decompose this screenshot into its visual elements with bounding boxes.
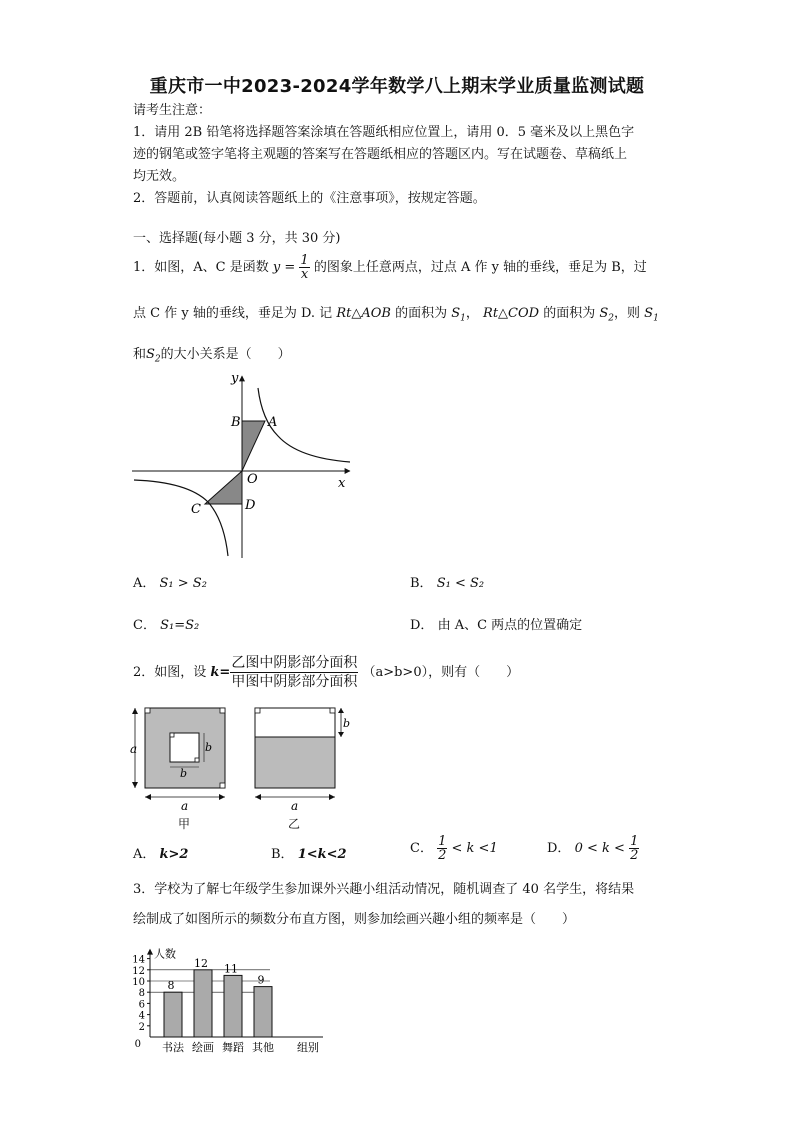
chart-y-tick-label: 12 — [132, 965, 145, 977]
jia-inner-b-bottom: b — [180, 767, 188, 780]
q2-option-c[interactable]: C． $\frac{1}{2}$ < k <1 — [410, 834, 498, 863]
q3-frequency-histogram — [128, 937, 338, 1062]
q1-option-d[interactable]: D． 由 A、C 两点的位置确定 — [410, 618, 583, 633]
jia-bottom-a-label: a — [181, 799, 189, 813]
jia-inner-b-side: b — [205, 741, 213, 754]
chart-data-label: 9 — [257, 973, 265, 987]
hyperbola-branch-third-quadrant — [134, 480, 228, 556]
chart-y-tick-label: 2 — [138, 1021, 145, 1033]
caption-yi: 乙 — [288, 817, 301, 831]
notice-item2: 2．答题前，认真阅读答题纸上的《注意事项》，按规定答题。 — [133, 191, 486, 206]
yi-shaded-rect — [255, 737, 335, 788]
yi-a-label: a — [291, 799, 299, 813]
chart-category-label: 舞蹈 — [222, 1041, 244, 1054]
point-b-label: B — [231, 415, 241, 430]
chart-y-tick-label: 8 — [138, 988, 145, 1000]
caption-jia: 甲 — [178, 817, 191, 831]
q1-line1: 1．如图，A、C 是函数 y = $\frac{1}{x}$ 的图象上任意两点，过点 A 作 y 轴的垂线，垂足为 B，过 — [133, 253, 647, 282]
chart-x-label: 组别 — [297, 1041, 319, 1054]
q1-hyperbola-figure — [128, 370, 358, 562]
chart-bar — [164, 992, 182, 1037]
notice-item1-line3: 均无效。 — [133, 169, 186, 184]
y-axis-label: y — [231, 371, 239, 386]
q3-line1: 3．学校为了解七年级学生参加课外兴趣小组活动情况，随机调查了 40 名学生，将结果 — [133, 882, 635, 897]
q3-line2: 绘制成了如图所示的频数分布直方图，则参加绘画兴趣小组的频率是（ ） — [133, 912, 576, 927]
q1-func-fraction: $\frac{1}{x}$ — [300, 253, 309, 282]
q2-option-d[interactable]: D． 0 < k < $\frac{1}{2}$ — [547, 834, 639, 863]
q1-line3: 和$S_2$的大小关系是（ ） — [133, 347, 291, 365]
origin-label: O — [247, 472, 258, 487]
point-d-label: D — [245, 498, 256, 513]
chart-y-tick-label: 14 — [132, 954, 145, 966]
chart-origin-label: 0 — [134, 1039, 141, 1050]
yi-b-label: b — [343, 717, 351, 730]
page-title: 重庆市一中2023-2024学年数学八上期末学业质量监测试题 — [149, 76, 645, 97]
q2-k-fraction: 乙图中阴影部分面积 甲图中阴影部分面积 — [231, 655, 358, 690]
chart-y-tick-label: 4 — [138, 1010, 145, 1022]
chart-data-label: 12 — [194, 956, 208, 970]
notice-item1-line1: 1．请用 2B 铅笔将选择题答案涂填在答题纸相应位置上，请用 0．5 毫米及以上黑色字 — [133, 125, 635, 140]
chart-y-tick-label: 6 — [138, 999, 145, 1011]
chart-category-label: 书法 — [162, 1041, 184, 1054]
q2-figure-yi — [243, 705, 353, 815]
chart-y-arrow — [147, 949, 153, 955]
chart-category-label: 绘画 — [192, 1041, 214, 1054]
triangle-aob — [242, 421, 265, 471]
chart-data-label: 8 — [167, 979, 175, 993]
q2-stem: 2．如图，设 k= 乙图中阴影部分面积 甲图中阴影部分面积 （a>b>0），则有（ ） — [133, 655, 520, 690]
chart-bar — [224, 975, 242, 1037]
notice-heading: 请考生注意： — [133, 103, 212, 118]
q1-line2: 点 C 作 y 轴的垂线，垂足为 D. 记 Rt△AOB 的面积为 $S_1$， Rt△COD 的面积为 $S_2$，则 $S_1$ — [133, 306, 659, 324]
x-axis-label: x — [338, 476, 346, 491]
q2-option-a[interactable]: A． k>2 — [133, 847, 189, 862]
jia-side-a-label: a — [130, 742, 138, 756]
triangle-cod — [205, 471, 242, 504]
chart-category-label: 其他 — [252, 1041, 274, 1054]
q1-option-a[interactable]: A． S₁ > S₂ — [133, 576, 207, 591]
q2-figure-jia — [128, 705, 233, 815]
notice-item1-line2: 迹的钢笔或签字笔将主观题的答案写在答题纸相应的答题区内。写在试题卷、草稿纸上 — [133, 147, 628, 162]
q1-option-b[interactable]: B． S₁ < S₂ — [410, 576, 485, 591]
chart-y-tick-label: 10 — [132, 977, 145, 988]
point-a-label: A — [268, 415, 278, 430]
section-heading: 一、选择题(每小题 3 分，共 30 分) — [133, 231, 341, 246]
point-c-label: C — [191, 502, 201, 517]
chart-y-label: 人数 — [154, 947, 176, 961]
chart-data-label: 11 — [224, 962, 238, 976]
chart-bar — [254, 987, 272, 1037]
q2-option-b[interactable]: B． 1<k<2 — [271, 847, 347, 862]
chart-bar — [194, 970, 212, 1037]
q1-option-c[interactable]: C． S₁=S₂ — [133, 618, 200, 633]
